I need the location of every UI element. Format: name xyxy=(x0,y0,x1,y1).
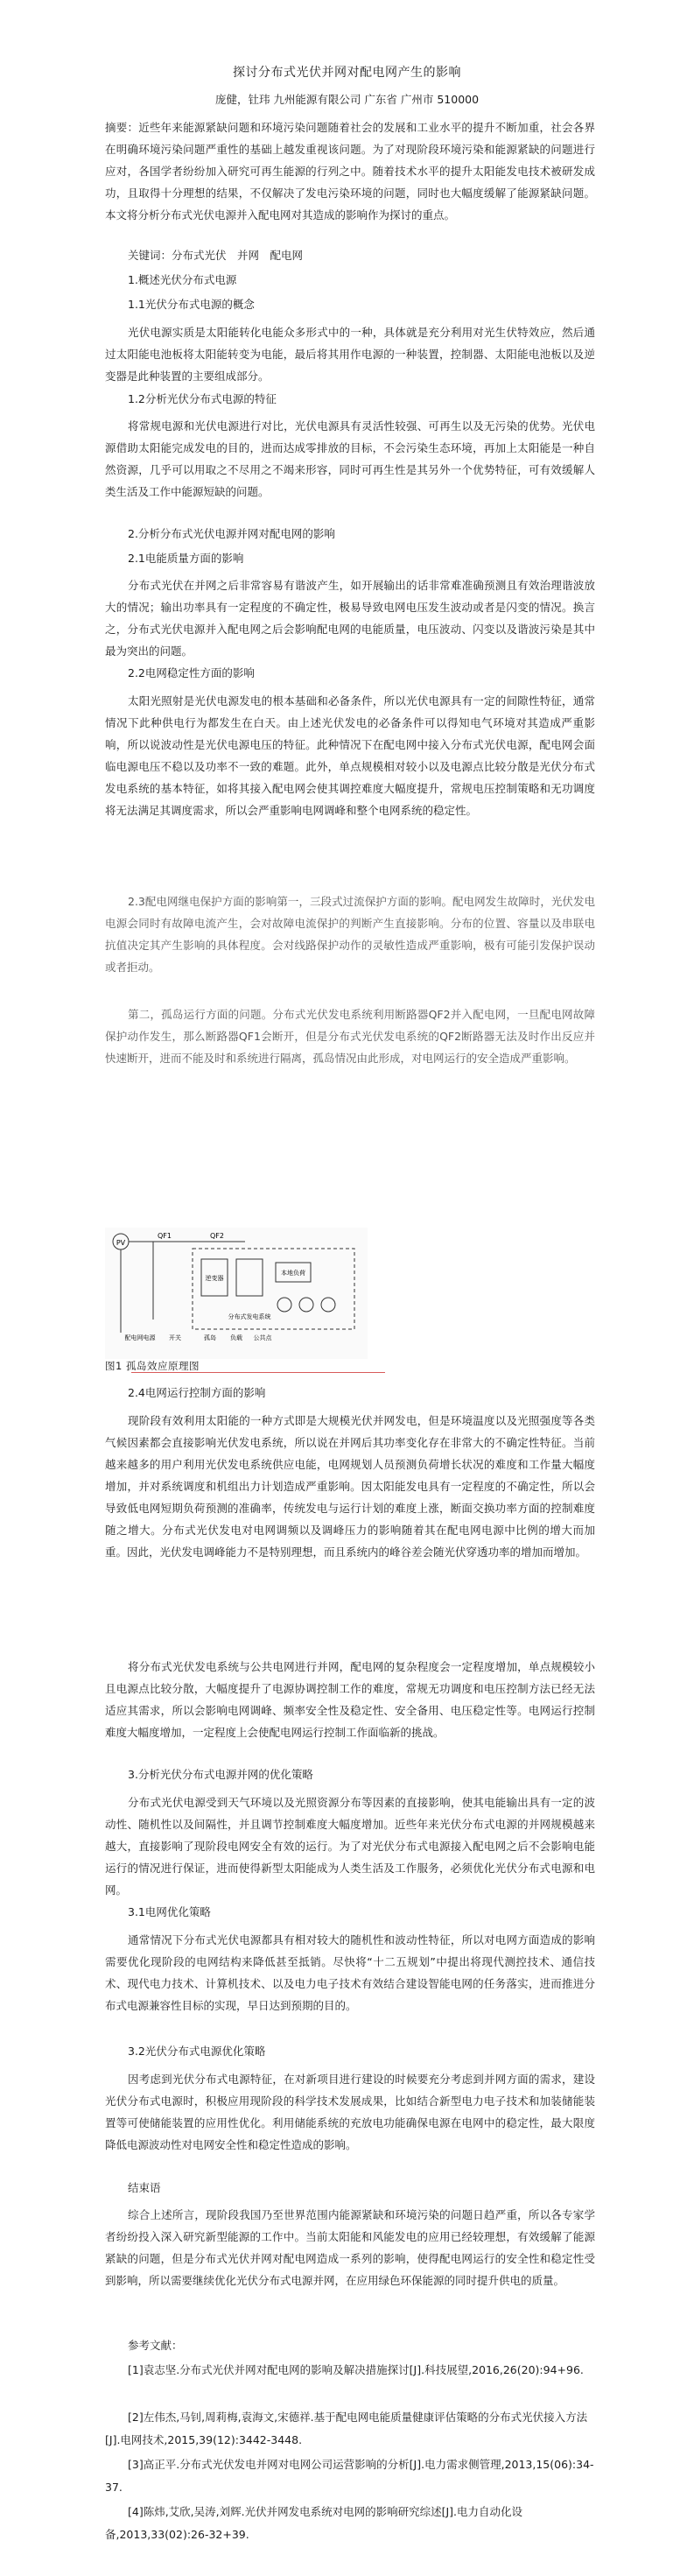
section-heading-3-2: 3.2光伏分布式电源优化策略 xyxy=(128,2045,266,2058)
paragraph-2: 将常规电源和光伏电源进行对比，光伏电源具有灵活性较强、可再生以及无污染的优势。光伏电源借助太阳能完成发电的目的，进而达成零排放的目标，不会污染生态环境，再加上太阳能是一种自然资源，几乎可以用取之不尽用之不竭来形容，同时可再生性是其另外一个优势特征，可有效缓解人类生活及工作中能源短缺的问题。 xyxy=(105,419,595,498)
section-heading-3-1: 3.1电网优化策略 xyxy=(128,1905,211,1918)
reference-item-1: [1]袁志坚.分布式光伏并网对配电网的影响及解决措施探讨[J].科技展望,2016,26(20):94+96. xyxy=(128,2363,584,2376)
section-heading-2-4: 2.4电网运行控制方面的影响 xyxy=(128,1386,266,1399)
paragraph-7: 现阶段有效利用太阳能的一种方式即是大规模光伏并网发电，但是环境温度以及光照强度等各类气候因素都会直接影响光伏发电系统，所以说在并网后其功率变化存在非常大的不确定性特征。当前越来越多的用户利用光伏发电系统供应电能，电网规划人员预测负荷增长状况的难度和工作量大幅度增加，并对系统调度和机组出力计划造成严重影响。因太阳能发电具有一定程度的不确定性，所以会导致低电网短期负荷预测的准确率，传统发电与运行计划的难度上涨，断面交换功率方面的控制难度随之增大。分布式光伏发电对电网调频以及调峰压力的影响随着其在配电网电源中比例的增大而加重。因此，光伏发电调峰能力不是特别理想，而且系统内的峰谷差会随光伏穿透功率的增加而增加。 xyxy=(105,1414,595,1559)
abstract: 摘要：近些年来能源紧缺问题和环境污染问题随着社会的发展和工业水平的提升不断加重，社会各界在明确环境污染问题严重性的基础上越发重视该问题。为了对现阶段环境污染和能源紧缺的问题进行应对，各国学者纷纷加入研究可再生能源的行列之中。随着技术水平的提升太阳能发电技术被研发成功，且取得十分理想的结果，不仅解决了发电污染环境的问题，同时也大幅度缓解了能源紧缺问题。本文将分析分布式光伏电源并入配电网对其造成的影响作为探讨的重点。 xyxy=(105,121,595,222)
paragraph-1: 光伏电源实质是太阳能转化电能众多形式中的一种，具体就是充分利用对光生伏特效应，然后通过太阳能电池板将太阳能转变为电能，最后将其用作电源的一种装置，控制器、太阳能电池板以及逆变器是此种装置的主要组成部分。 xyxy=(105,326,595,383)
conclusion-heading: 结束语 xyxy=(128,2181,161,2194)
caption-underline xyxy=(131,1372,385,1373)
keywords: 关键词：分布式光伏 并网 配电网 xyxy=(128,249,304,262)
reference-item-4: [4]陈炜,艾欣,吴涛,刘辉.光伏并网发电系统对电网的影响研究综述[J].电力自动化设备,2013,33(02):26-32+39. xyxy=(105,2505,523,2541)
load-label: 负载 xyxy=(230,1334,242,1341)
figure-caption: 图1 孤岛效应原理图 xyxy=(105,1360,200,1372)
pv-symbol-label: PV xyxy=(116,1239,126,1247)
local-load-label: 本地负荷 xyxy=(281,1270,305,1277)
article-title: 探讨分布式光伏并网对配电网产生的影响 xyxy=(233,66,461,80)
paragraph-3: 分布式光伏在并网之后非常容易有谐波产生，如开展输出的话非常难准确预测且有效治理谐波放大的情况；输出功率具有一定程度的不确定性，极易导致电网电压发生波动或者是闪变的情况。换言之，分布式光伏电源并入配电网之后会影响配电网的电能质量，电压波动、闪变以及谐波污染是其中最为突出的问题。 xyxy=(105,579,595,658)
grid-source-label: 配电网电源 xyxy=(124,1334,156,1341)
section-heading-1-2: 1.2分析光伏分布式电源的特征 xyxy=(128,392,277,405)
island-label: 孤岛 xyxy=(204,1334,216,1341)
qf2-label: QF2 xyxy=(210,1232,224,1240)
section-heading-2-1: 2.1电能质量方面的影响 xyxy=(128,552,244,565)
conclusion-paragraph: 综合上述所言，现阶段我国乃至世界范围内能源紧缺和环境污染的问题日趋严重，所以各专家学者纷纷投入深入研究新型能源的工作中。当前太阳能和风能发电的应用已经较理想，有效缓解了能源紧缺的问题，但是分布式光伏并网对配电网造成一系列的影响，使得配电网运行的安全性和稳定性受到影响，所以需要继续优化光伏分布式电源并网，在应用绿色环保能源的同时提升供电的质量。 xyxy=(105,2208,595,2287)
section-heading-1-1: 1.1光伏分布式电源的概念 xyxy=(128,298,255,311)
reference-item-2: [2]左伟杰,马钊,周莉梅,袁海文,宋德祥.基于配电网电能质量健康评估策略的分布式光伏接入方法[J].电网技术,2015,39(12):3442-3448. xyxy=(105,2411,588,2446)
section-heading-2-2: 2.2电网稳定性方面的影响 xyxy=(128,666,255,679)
island-system-label: 分布式发电系统 xyxy=(228,1313,271,1320)
paragraph-9: 分布式光伏电源受到天气环境以及光照资源分布等因素的直接影响，使其电能输出具有一定的波动性、随机性以及间隔性，并且调节控制难度大幅度增加。近些年来光伏分布式电源的并网规模越来越大，直接影响了现阶段电网安全有效的运行。为了对光伏分布式电源接入配电网之后不会影响电能运行的情况进行保证，进而使得新型太阳能成为人类生活及工作服务，必须优化光伏分布式电源和电网。 xyxy=(105,1796,595,1897)
references-heading: 参考文献： xyxy=(128,2339,183,2352)
paragraph-10: 通常情况下分布式光伏电源都具有相对较大的随机性和波动性特征，所以对电网方面造成的影响需要优化现阶段的电网结构来降低甚至抵销。尽快将“十二五规划”中提出将现代测控技术、通信技术、现代电力技术、计算机技术、以及电力电子技术有效结合建设智能电网的任务落实，进而推进分布式电源兼容性目标的实现，早日达到预期的目的。 xyxy=(105,1933,595,2012)
reference-item-3: [3]高正平.分布式光伏发电并网对电网公司运营影响的分析[J].电力需求侧管理,2013,15(06):34-37. xyxy=(105,2458,594,2494)
section-heading-3: 3.分析光伏分布式电源并网的优化策略 xyxy=(128,1768,313,1781)
section-heading-1: 1.概述光伏分布式电源 xyxy=(128,273,237,286)
switch-label: 开关 xyxy=(169,1334,181,1341)
section-heading-2: 2.分析分布式光伏电源并网对配电网的影响 xyxy=(128,527,335,540)
paragraph-4: 太阳光照射是光伏电源发电的根本基础和必备条件，所以光伏电源具有一定的间隙性特征，通常情况下此种供电行为都发生在白天。由上述光伏发电的必备条件可以得知电气环境对其造成严重影响，所以说波动性是光伏电源电压的特征。此种情况下在配电网中接入分布式光伏电源，配电网会面临电源电压不稳以及功率不一致的难题。此外，单点规模相对较小以及电源点比较分散是光伏分布式发电系统的基本特征，如将其接入配电网会使其调控难度大幅度提升，常规电压控制策略和无功调度将无法满足其调度需求，所以会严重影响电网调峰和整个电网系统的稳定性。 xyxy=(105,694,595,817)
qf1-label: QF1 xyxy=(158,1232,172,1240)
author-line: 庞健，钍玮 九州能源有限公司 广东省 广州市 510000 xyxy=(214,93,480,106)
paragraph-5: 2.3配电网继电保护方面的影响第一，三段式过流保护方面的影响。配电网发生故障时，光伏发电电源会同时有故障电流产生，会对故障电流保护的判断产生直接影响。分布的位置、容量以及串联电抗值决定其产生影响的具体程度。会对线路保护动作的灵敏性造成严重影响，极有可能引发保护误动或者拒动。 xyxy=(105,895,595,974)
paragraph-8: 将分布式光伏发电系统与公共电网进行并网，配电网的复杂程度会一定程度增加，单点规模较小且电源点比较分散，大幅度提升了电源协调控制工作的难度，常规无功调度和电压控制方法已经无法适应其需求，所以会影响电网调峰、频率安全性及稳定性、安全备用、电压稳定性等。电网运行控制难度大幅度增加，一定程度上会使配电网运行控制工作面临新的挑战。 xyxy=(105,1660,595,1739)
paragraph-6: 第二，孤岛运行方面的问题。分布式光伏发电系统利用断路器QF2并入配电网，一旦配电网故障保护动作发生，那么断路器QF1会断开，但是分布式光伏发电系统的QF2断路器无法及时作出反应并快速断开，进而不能及时和系统进行隔离，孤岛情况由此形成，对电网运行的安全造成严重影响。 xyxy=(105,1008,595,1065)
islanding-diagram xyxy=(105,1228,368,1359)
paragraph-11: 因考虑到光伏分布式电源特征，在对新项目进行建设的时候要充分考虑到并网方面的需求，建设光伏分布式电源时，积极应用现阶段的科学技术发展成果，比如结合新型电力电子技术和加装储能装置等可使储能装置的应用性优化。利用储能系统的充放电功能确保电源在电网中的稳定性，最大限度降低电源波动性对电网安全性和稳定性造成的影响。 xyxy=(105,2073,595,2151)
common-point-label: 公共点 xyxy=(253,1334,272,1341)
inverter-label: 逆变器 xyxy=(205,1275,224,1282)
